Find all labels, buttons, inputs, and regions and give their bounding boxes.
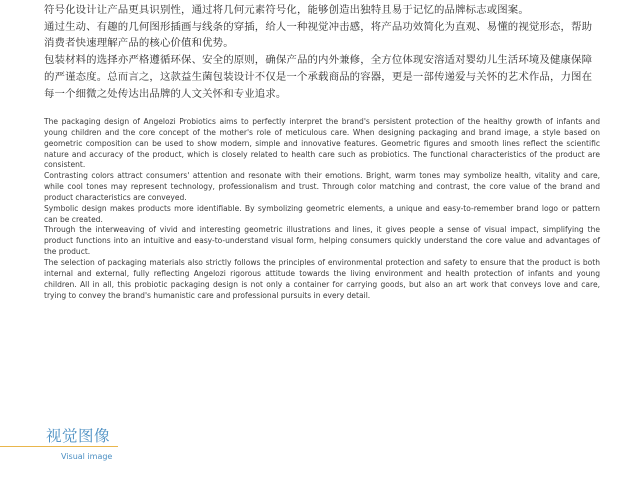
en-paragraph: The packaging design of Angelozi Probiotics aims to perfectly interpret the brand's persistent protection of the healthy growth of infants and young children and the core concept of the mother's role of meticulous care. When designing packaging and brand image, a style based on geometric composition can be used to show modern, simple and innovative features. Geometric figures and smooth lines reflect the scientific nature and accuracy of the product, which is closely related to health care such as probiotics. The functional characteristics of the product are consistent. (44, 117, 600, 170)
section-divider (0, 446, 118, 447)
en-paragraph: Contrasting colors attract consumers' attention and resonate with their emotions. Bright, warm tones may symbolize health, vitality and care, while cool tones may represent technology, professionalism and trust. Through color matching and contrast, the core value of the brand and product characteristics are conveyed. (44, 171, 600, 202)
section-title: 视觉图像 (46, 427, 111, 445)
section-subtitle: Visual image (61, 452, 113, 461)
cn-paragraph: 包装材料的选择亦严格遵循环保、安全的原则，确保产品的内外兼修，全方位体现安溶适对婴幼儿生活环境及健康保障的严谨态度。总而言之，这款益生菌包装设计不仅是一个承载商品的容器，更是一部传递爱与关怀的艺术作品，力图在每一个细微之处传达出品牌的人文关怀和专业追求。 (44, 54, 593, 100)
english-text-block (44, 117, 600, 301)
en-paragraph: Through the interweaving of vivid and interesting geometric illustrations and lines, it gives people a sense of visual impact, simplifying the product functions into an intuitive and easy-to-understand visual form, helping consumers quickly understand the core value and advantages of the product. (44, 225, 600, 257)
en-paragraph: The selection of packaging materials also strictly follows the principles of environmental protection and safety to ensure that the product is both internal and external, fully reflecting Angelozi rigorous attitude towards the living environment and health protection of infants and young children. All in all, this probiotic packaging design is not only a container for carrying goods, but also an art work that conveys love and care, trying to convey the brand's humanistic care and professional pursuits in every detail. (44, 257, 600, 300)
en-paragraph: Symbolic design makes products more identifiable. By symbolizing geometric elements, a unique and easy-to-remember brand logo or pattern can be created. (44, 203, 600, 224)
cn-paragraph: 符号化设计让产品更具识别性，通过将几何元素符号化，能够创造出独特且易于记忆的品牌标志或图案。 (44, 4, 529, 16)
cn-paragraph: 通过生动、有趣的几何图形插画与线条的穿插，给人一种视觉冲击感，将产品功效简化为直观、易懂的视觉形态，帮助消费者快速理解产品的核心价值和优势。 (44, 20, 593, 50)
chinese-text-block (44, 2, 600, 102)
